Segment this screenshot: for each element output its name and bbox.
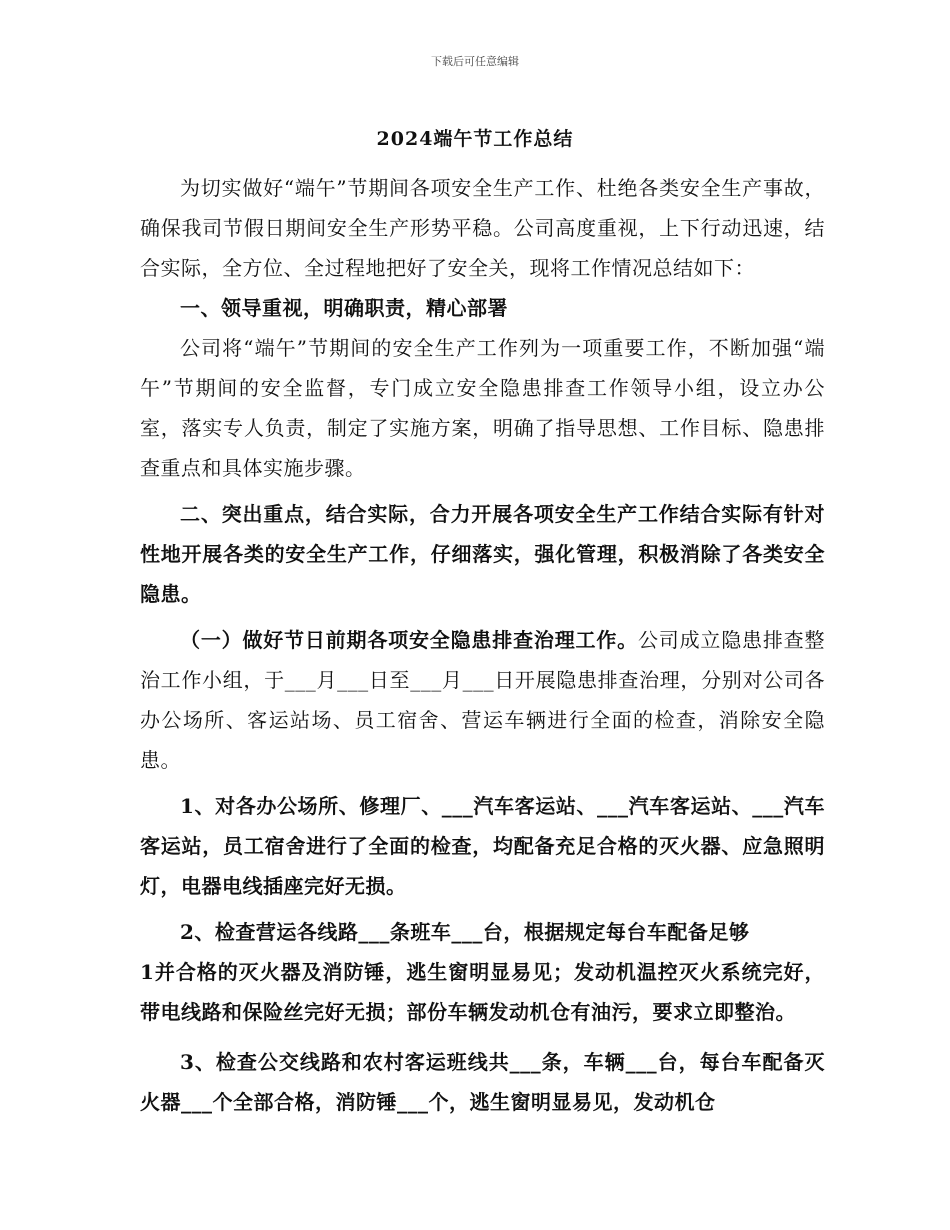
section-1-paragraph: 公司将“端午”节期间的安全生产工作列为一项重要工作，不断加强“端午”节期间的安全监督，专门成立安全隐患排查工作领导小组，设立办公室，落实专人负责，制定了实施方案，明确了指导思想、工作目标、隐患排查重点和具体实施步骤。 <box>140 336 825 480</box>
item-3-paragraph: 3、检查公交线路和农村客运班线共___条，车辆___台，每台车配备灭火器___个全部合格，消防锤___个，逃生窗明显易见，发动机仓 <box>140 1050 825 1114</box>
subsection-text: 公司成立隐患排查整治工作小组，于___月___日至___月___日开展隐患排查治理，分别对公司各办公场所、客运站场、员工宿舍、营运车辆进行全面的检查，消除安全隐患。 <box>140 628 826 772</box>
document-body <box>140 168 825 1122</box>
section-heading-2: 二、突出重点，结合实际，合力开展各项安全生产工作结合实际有针对性地开展各类的安全生产工作，仔细落实，强化管理，积极消除了各类安全隐患。 <box>140 502 825 606</box>
item-1-paragraph: 1、对各办公场所、修理厂、___汽车客运站、___汽车客运站、___汽车客运站，员工宿舍进行了全面的检查，均配备充足合格的灭火器、应急照明灯，电器电线插座完好无损。 <box>140 794 825 898</box>
item-2-paragraph: 2、检查营运各线路___条班车___台，根据规定每台车配备足够 <box>180 920 750 944</box>
subsection-heading: （一）做好节日前期各项安全隐患排查治理工作。 <box>180 628 638 652</box>
item-2-continuation: 1并合格的灭火器及消防锤，逃生窗明显易见；发动机温控灭火系统完好，带电线路和保险丝完好无损；部份车辆发动机仓有油污，要求立即整治。 <box>140 960 825 1024</box>
section-heading-1: 一、领导重视，明确职责，精心部署 <box>180 296 508 320</box>
subsection-paragraph <box>140 620 825 780</box>
page-header: 下载后可任意编辑 <box>431 55 519 68</box>
document-title: 2024端午节工作总结 <box>376 128 574 150</box>
intro-paragraph: 为切实做好“端午”节期间各项安全生产工作、杜绝各类安全生产事故，确保我司节假日期间安全生产形势平稳。公司高度重视，上下行动迅速，结合实际，全方位、全过程地把好了安全关，现将工作情况总结如下： <box>140 176 825 280</box>
